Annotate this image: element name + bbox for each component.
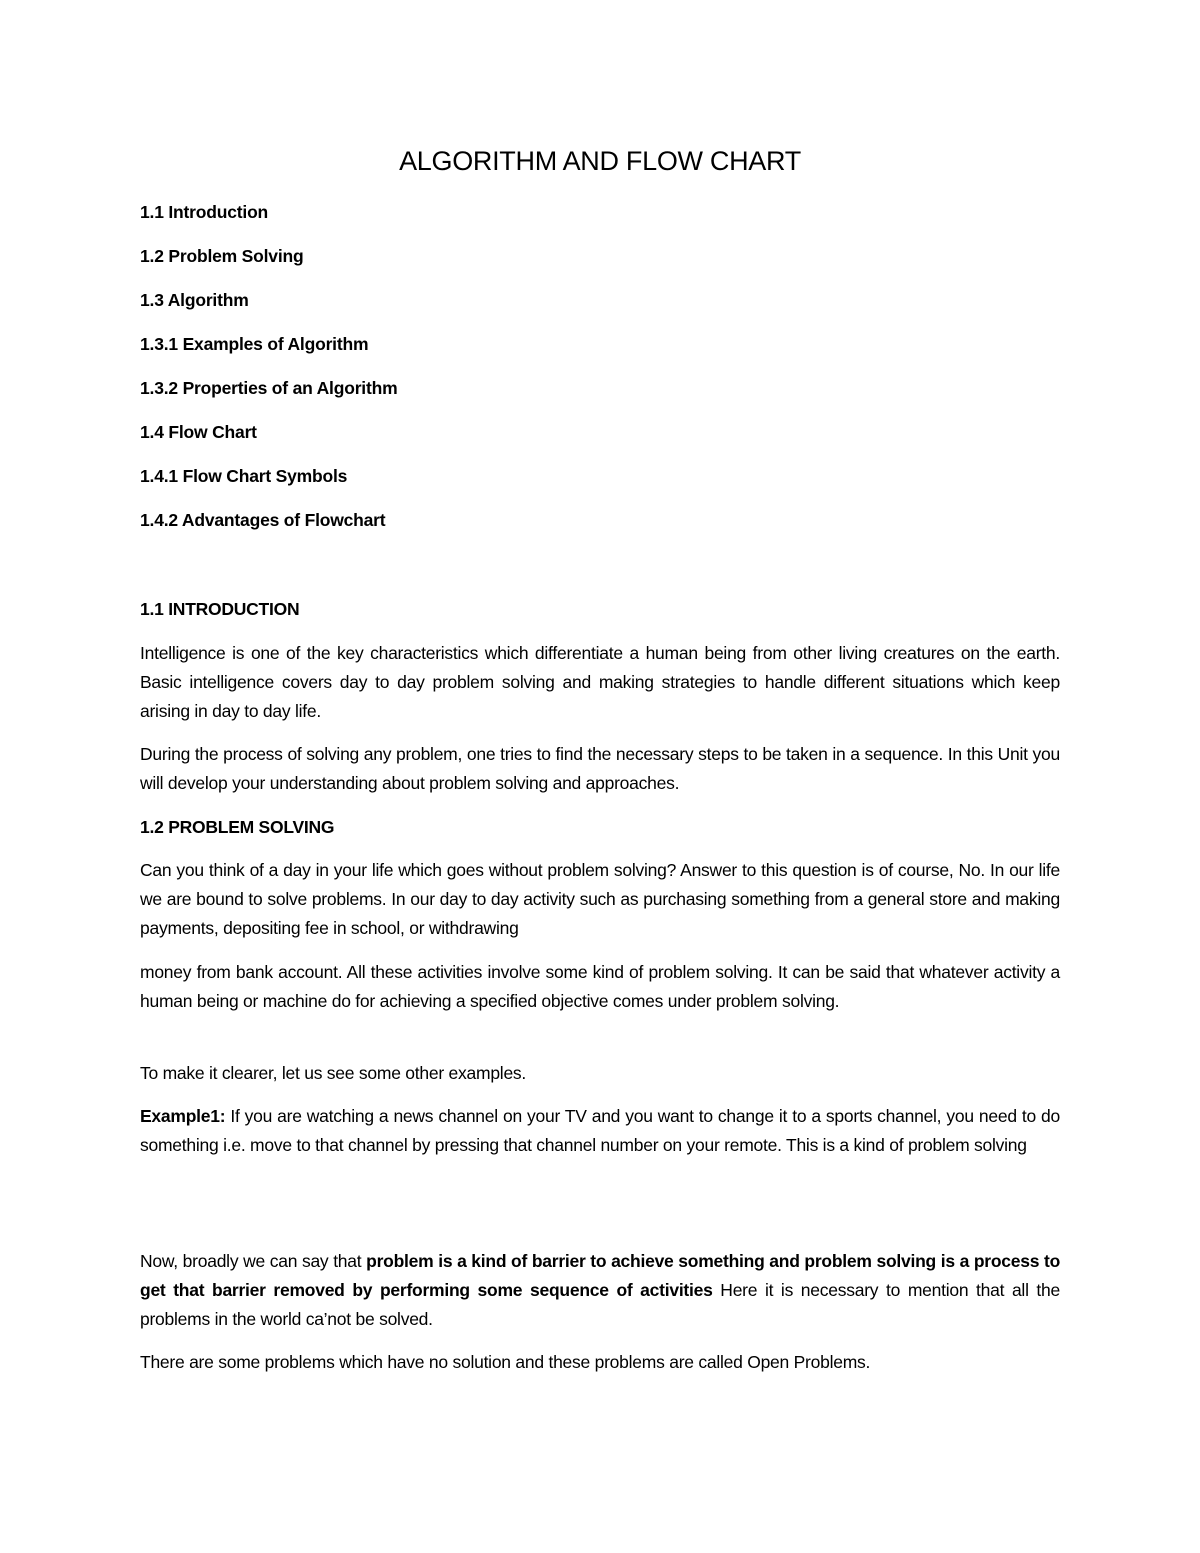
toc-item: 1.3.2 Properties of an Algorithm <box>140 378 398 398</box>
section-heading-problem-solving: 1.2 PROBLEM SOLVING <box>140 817 335 837</box>
definition-bold: problem is a kind of barrier to achieve something and problem solving is a process to get that barrier removed by performing some sequence of activities <box>140 1251 1061 1300</box>
paragraph-problem-solving-2: money from bank account. All these activities involve some kind of problem solving. It can be said that whatever activity a human being or machine do for achieving a specified objective comes under problem solving. <box>140 962 1060 1011</box>
toc-item: 1.4.1 Flow Chart Symbols <box>140 466 348 486</box>
example-text: If you are watching a news channel on your TV and you want to change it to a sports channel, you need to do something i.e. move to that channel by pressing that channel number on your remote. This is a kind of problem solving <box>140 1106 1060 1155</box>
paragraph-examples-intro: To make it clearer, let us see some other examples. <box>140 1063 527 1083</box>
toc-item: 1.3 Algorithm <box>140 290 249 310</box>
toc-item: 1.4.2 Advantages of Flowchart <box>140 510 386 530</box>
paragraph-intro-1: Intelligence is one of the key characteristics which differentiate a human being from other living creatures on the earth. Basic intelligence covers day to day problem solving and making strategies to handle different situations which keep arising in day to day life. <box>140 643 1060 721</box>
paragraph-example-1 <box>140 1102 1060 1160</box>
definition-end: Here it is necessary to mention that all the problems in the world ca’not be solved. <box>140 1280 1061 1329</box>
paragraph-definition <box>140 1247 1060 1334</box>
definition-start: Now, broadly we can say that <box>140 1251 367 1271</box>
paragraph-problem-solving-1: Can you think of a day in your life which goes without problem solving? Answer to this question is of course, No. In our life we are bound to solve problems. In our day to day activity such as purchasing something from a general store and making payments, depositing fee in school, or withdrawing <box>140 860 1060 938</box>
toc-item: 1.4 Flow Chart <box>140 422 257 442</box>
paragraph-intro-2: During the process of solving any problem, one tries to find the necessary steps to be taken in a sequence. In this Unit you will develop your understanding about problem solving and approaches. <box>140 744 1060 793</box>
toc-item: 1.3.1 Examples of Algorithm <box>140 334 369 354</box>
document-title: ALGORITHM AND FLOW CHART <box>399 146 801 176</box>
example-label: Example1: <box>140 1106 226 1126</box>
toc-item: 1.2 Problem Solving <box>140 246 304 266</box>
table-of-contents <box>140 199 397 551</box>
section-heading-introduction: 1.1 INTRODUCTION <box>140 599 300 619</box>
paragraph-open-problems: There are some problems which have no solution and these problems are called Open Problems. <box>140 1352 871 1372</box>
toc-item: 1.1 Introduction <box>140 202 269 222</box>
